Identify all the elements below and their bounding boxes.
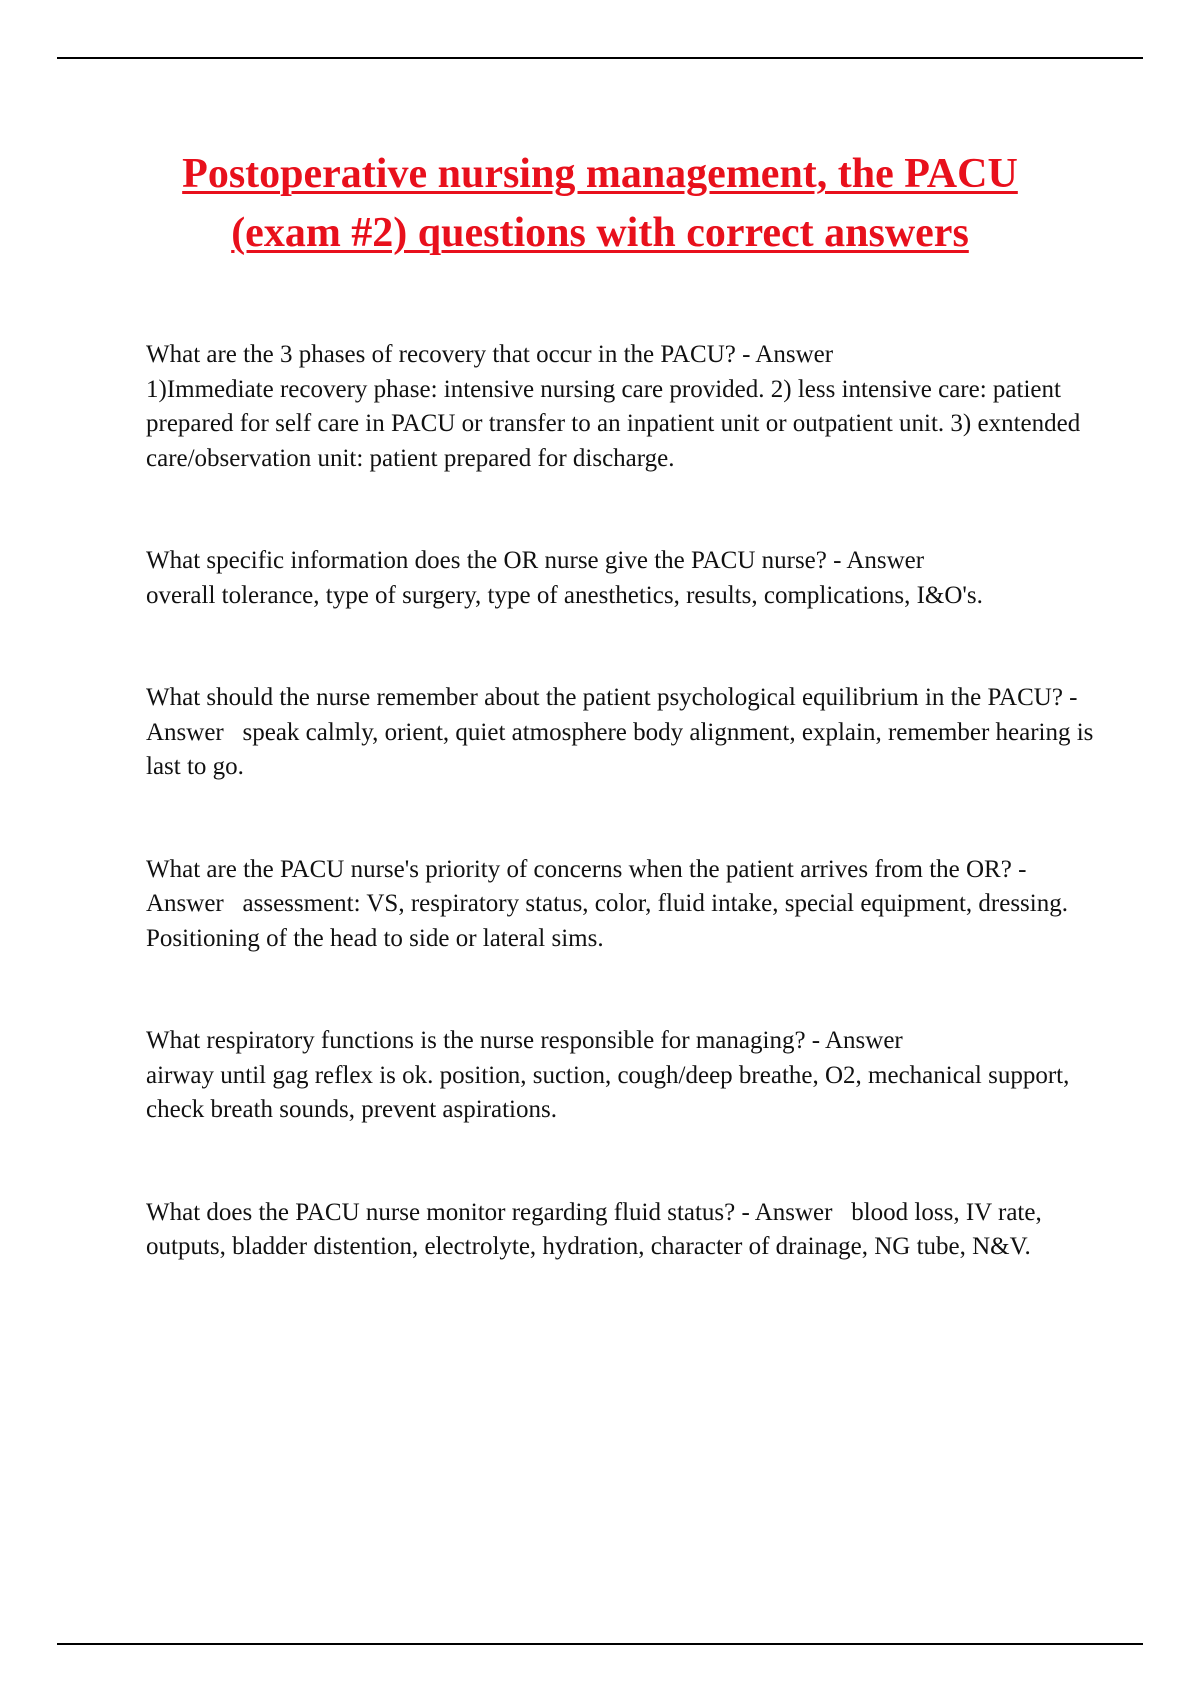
question-text: What should the nurse remember about the patient psychological equilibrium in the PACU? - Answer <box>146 684 1083 746</box>
question-text: What are the PACU nurse's priority of concerns when the patient arrives from the OR? - Answer <box>146 855 1032 917</box>
document-title: Postoperative nursing management, the PACU (exam #2) questions with correct answers <box>182 151 1018 256</box>
qa-entry <box>146 1196 1096 1265</box>
bottom-divider <box>57 1643 1143 1645</box>
answer-text: airway until gag reflex is ok. position, suction, cough/deep breathe, O2, mechanical support, check breath sounds, prevent aspirations. <box>146 1061 1076 1123</box>
qa-entry <box>146 338 1096 476</box>
qa-entry <box>146 1024 1096 1128</box>
question-text: What specific information does the OR nurse give the PACU nurse? - Answer <box>146 547 925 574</box>
question-text: What are the 3 phases of recovery that occur in the PACU? - Answer <box>146 341 834 368</box>
answer-text: overall tolerance, type of surgery, type of anesthetics, results, complications, I&O's. <box>146 581 983 609</box>
qa-entry <box>146 681 1100 785</box>
answer-text: speak calmly, orient, quiet atmosphere body alignment, explain, remember hearing is last to go. <box>146 718 1100 780</box>
answer-text: blood loss, IV rate, outputs, bladder distention, electrolyte, hydration, character of drainage, NG tube, N&V. <box>146 1198 1048 1260</box>
answer-text: assessment: VS, respiratory status, color, fluid intake, special equipment, dressing. Positioning of the head to side or lateral sims. <box>146 890 1075 952</box>
top-divider <box>57 57 1143 59</box>
question-text: What respiratory functions is the nurse responsible for managing? - Answer <box>146 1027 903 1054</box>
qa-list <box>146 338 1100 1333</box>
question-text: What does the PACU nurse monitor regarding fluid status? - Answer <box>146 1198 833 1226</box>
qa-entry <box>146 544 1096 613</box>
answer-text: 1)Immediate recovery phase: intensive nursing care provided. 2) less intensive care: patient prepared for self care in PACU or transfer to an inpatient unit or outpatient unit. 3) exntended care/observation unit: patient prepared for discharge. <box>146 375 1087 472</box>
qa-entry <box>146 853 1096 957</box>
